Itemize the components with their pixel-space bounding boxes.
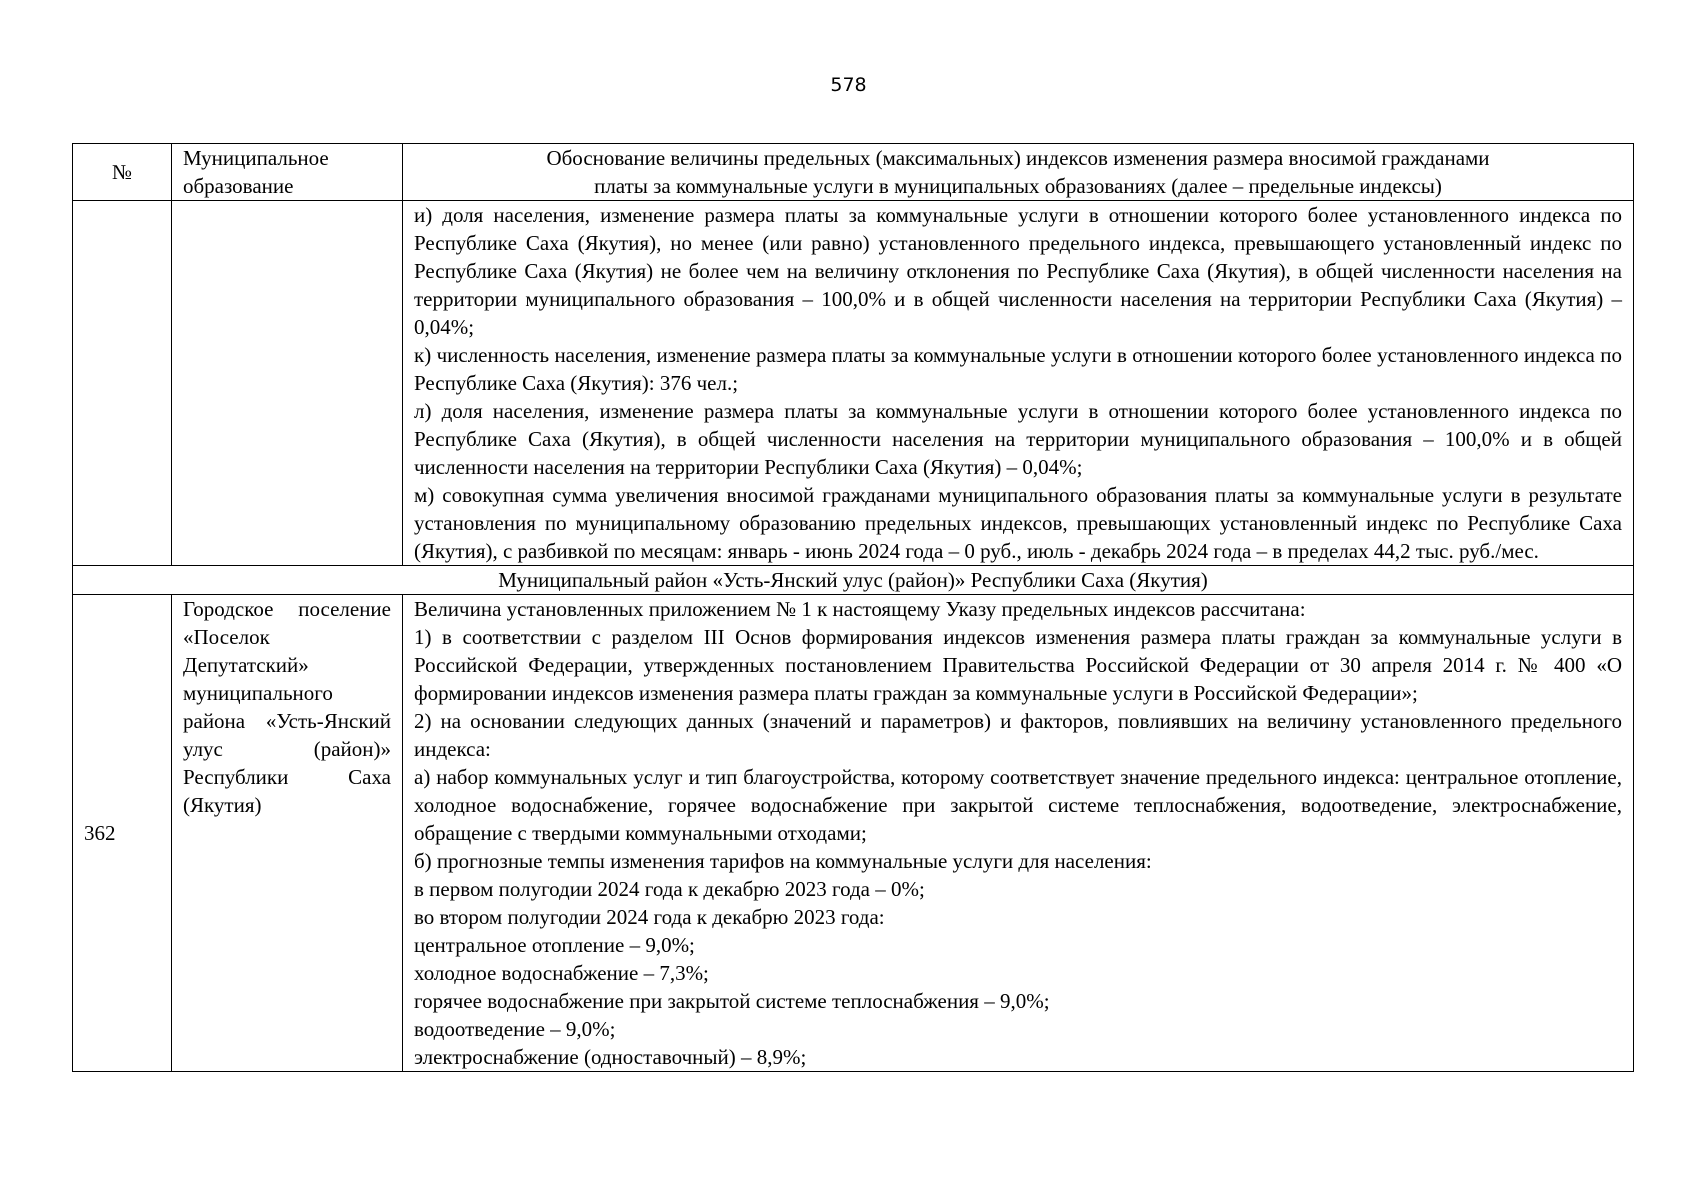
paragraph-1: 1) в соответствии с разделом III Основ формирования индексов изменения размера платы граждан за коммунальные услуги в Российской Федерации, утвержденных постановлением Правительства Российской Федерации от 30 апреля 2014 г. № 400 «О формировании индексов изменения размера платы граждан за коммунальные услуги в Российской Федерации»;: [414, 625, 1622, 705]
paragraph-i: и) доля населения, изменение размера платы за коммунальные услуги в отношении которого более установленного индекса по Республике Саха (Якутия), но менее (или равно) установленного предельного индекса, превышающего установленный индекс по Республике Саха (Якутия) не более чем на величину отклонения по Республике Саха (Якутия), в общей численности населения на территории муниципального образования – 100,0% и в общей численности населения на территории Республики Саха (Якутия) – 0,04%;: [414, 203, 1622, 339]
line-hot-water: горячее водоснабжение при закрытой системе теплоснабжения – 9,0%;: [414, 989, 1050, 1013]
paragraph-m: м) совокупная сумма увеличения вносимой гражданами муниципального образования платы за коммунальные услуги в результате установления по муниципальному образованию предельных индексов, превышающих установленный индекс по Республике Саха (Якутия), с разбивкой по месяцам: январь - июнь 2024 года – 0 руб., июль - декабрь 2024 года – в пределах 44,2 тыс. руб./мес.: [414, 483, 1622, 563]
page-number: 578: [830, 74, 867, 96]
section-title: Муниципальный район «Усть-Янский улус (район)» Республики Саха (Якутия): [73, 566, 1634, 595]
header-justification: [403, 144, 1634, 201]
table-header-row: [73, 144, 1634, 201]
justification-table: [72, 143, 1634, 1072]
municipality-name: Городское поселение «Поселок Депутатский» муниципального района «Усть-Янский улус (район)» Республики Саха (Якутия): [172, 595, 403, 1072]
municipality-cell-empty: [172, 201, 403, 566]
justification-cell-continued: [403, 201, 1634, 566]
paragraph-k: к) численность населения, изменение размера платы за коммунальные услуги в отношении которого более установленного индекса по Республике Саха (Якутия): 376 чел.;: [414, 343, 1622, 395]
line-cold-water: холодное водоснабжение – 7,3%;: [414, 961, 709, 985]
paragraph-2: 2) на основании следующих данных (значений и параметров) и факторов, повлиявших на величину установленного предельного индекса:: [414, 709, 1622, 761]
paragraph-a: а) набор коммунальных услуг и тип благоустройства, которому соответствует значение предельного индекса: центральное отопление, холодное водоснабжение, горячее водоснабжение при закрытой системе теплоснабжения, водоотведение, электроснабжение, обращение с твердыми коммунальными отходами;: [414, 765, 1622, 845]
paragraph-b: б) прогнозные темпы изменения тарифов на коммунальные услуги для населения:: [414, 849, 1152, 873]
line-first-half: в первом полугодии 2024 года к декабрю 2023 года – 0%;: [414, 877, 925, 901]
section-header-row: [73, 566, 1634, 595]
header-municipality: Муниципальное образование: [172, 144, 403, 201]
table-row-362: [73, 595, 1634, 1072]
line-heating: центральное отопление – 9,0%;: [414, 933, 695, 957]
header-justification-line1: Обоснование величины предельных (максимальных) индексов изменения размера вносимой гражданами: [546, 146, 1490, 170]
paragraph-intro: Величина установленных приложением № 1 к настоящему Указу предельных индексов рассчитана:: [414, 597, 1306, 621]
line-second-half: во втором полугодии 2024 года к декабрю 2023 года:: [414, 905, 885, 929]
line-electricity: электроснабжение (одноставочный) – 8,9%;: [414, 1045, 807, 1069]
table-row-continued: [73, 201, 1634, 566]
num-cell-empty: [73, 201, 172, 566]
row-number: 362: [73, 595, 172, 1072]
header-justification-line2: платы за коммунальные услуги в муниципальных образованиях (далее – предельные индексы): [594, 174, 1442, 198]
line-sewerage: водоотведение – 9,0%;: [414, 1017, 616, 1041]
paragraph-l: л) доля населения, изменение размера платы за коммунальные услуги в отношении которого более установленного индекса по Республике Саха (Якутия), в общей численности населения на территории муниципального образования – 100,0% и в общей численности населения на территории Республики Саха (Якутия) – 0,04%;: [414, 399, 1622, 479]
header-num: №: [73, 144, 172, 201]
justification-cell-362: [403, 595, 1634, 1072]
